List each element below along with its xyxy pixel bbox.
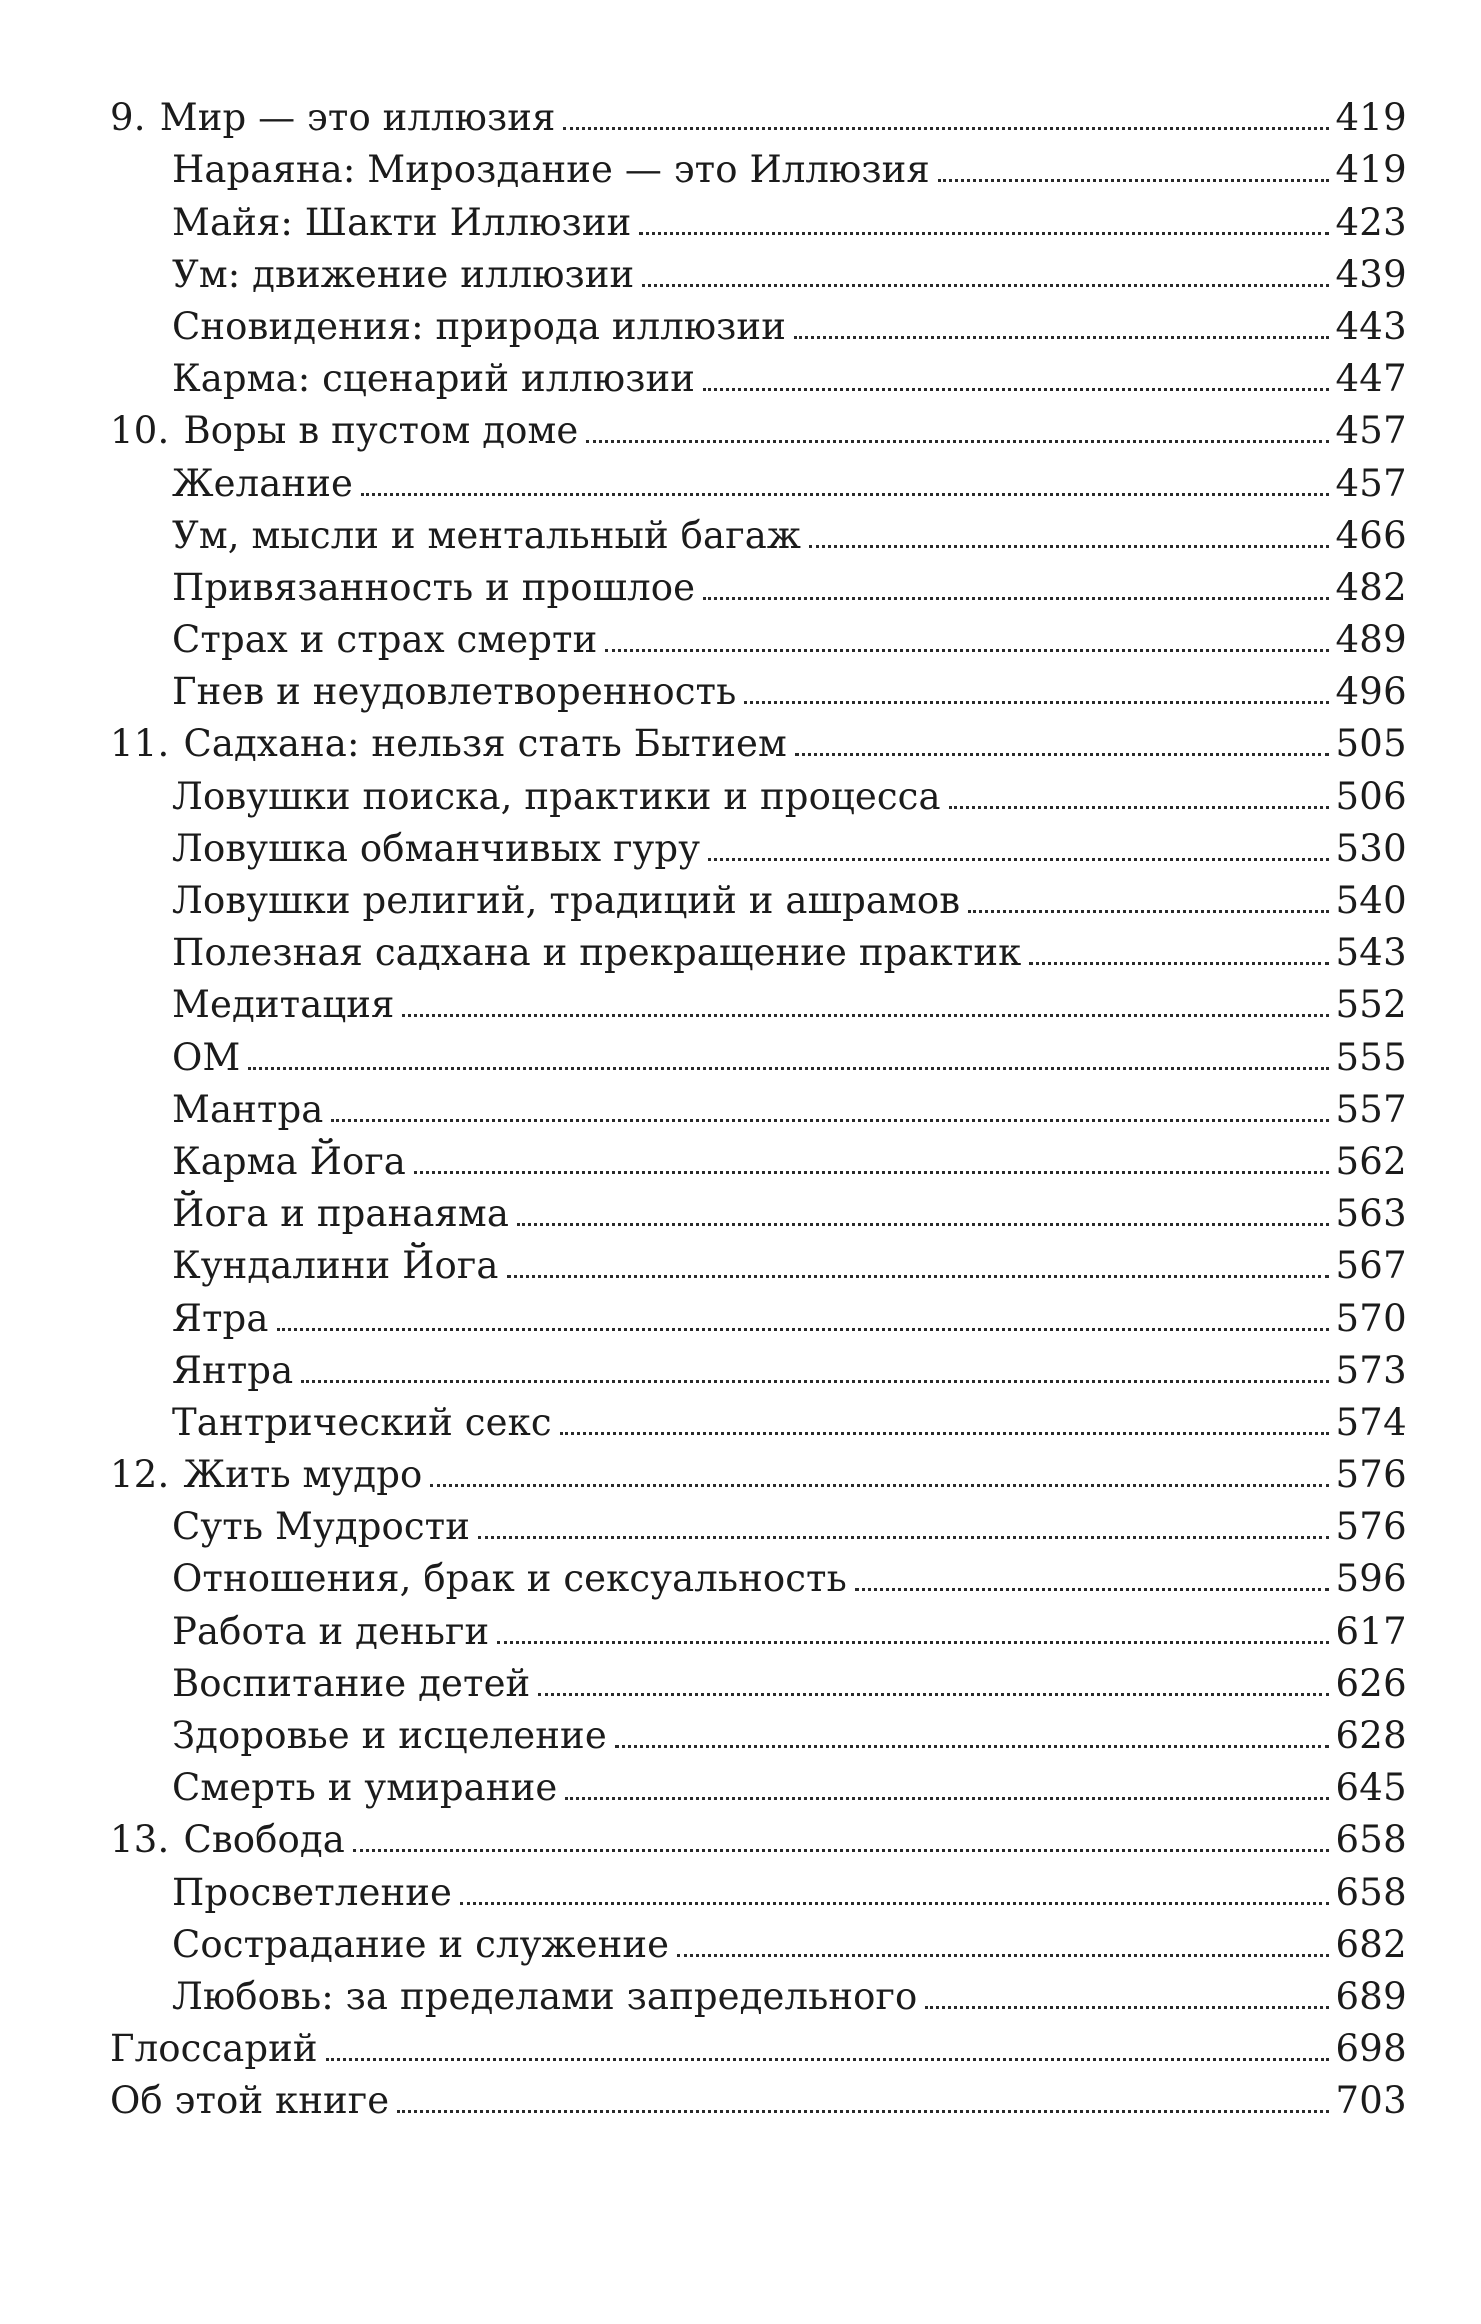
toc-page-number: 703: [1335, 2079, 1407, 2123]
toc-chapter-number: 11.: [110, 722, 170, 766]
toc-dot-leader: [353, 1814, 1330, 1866]
toc-dot-leader: [639, 197, 1329, 249]
toc-dot-leader: [563, 92, 1329, 144]
toc-page-number: 552: [1335, 983, 1407, 1027]
toc-page-number: 423: [1335, 200, 1407, 244]
toc-entry-title: Мир — это иллюзия: [159, 96, 556, 140]
toc-section-entry[interactable]: [0, 457, 1481, 509]
toc-list: [0, 92, 1481, 2127]
toc-dot-leader: [560, 1397, 1330, 1449]
toc-entry-title: Гнев и неудовлетворенность: [172, 670, 737, 714]
toc-section-entry[interactable]: [0, 510, 1481, 562]
toc-chapter-number: 9.: [110, 96, 146, 140]
toc-page-number: 466: [1335, 513, 1407, 557]
toc-entry-title: Кундалини Йога: [172, 1244, 499, 1288]
toc-dot-leader: [703, 562, 1329, 614]
toc-chapter-entry[interactable]: [0, 405, 1481, 457]
toc-dot-leader: [586, 405, 1329, 457]
toc-dot-leader: [248, 1032, 1329, 1084]
toc-section-entry[interactable]: [0, 562, 1481, 614]
toc-entry-title: Просветление: [172, 1870, 452, 1914]
toc-entry-title: Воры в пустом доме: [183, 409, 579, 453]
toc-section-entry[interactable]: [0, 1031, 1481, 1083]
toc-section-entry[interactable]: [0, 1866, 1481, 1918]
toc-page-number: 530: [1335, 826, 1407, 870]
toc-section-entry[interactable]: [0, 666, 1481, 718]
toc-entry-title: Сновидения: природа иллюзии: [172, 304, 786, 348]
toc-entry-title: Янтра: [172, 1348, 294, 1392]
toc-chapter-entry[interactable]: [0, 718, 1481, 770]
toc-entry-title: Ум: движение иллюзии: [172, 252, 635, 296]
toc-entry-title: Йога и пранаяма: [172, 1192, 509, 1236]
toc-dot-leader: [460, 1867, 1330, 1919]
toc-entry-title: Ловушки поиска, практики и процесса: [172, 774, 941, 818]
toc-dot-leader: [538, 1658, 1329, 1710]
toc-dot-leader: [331, 1084, 1329, 1136]
toc-page-number: 505: [1335, 722, 1407, 766]
toc-chapter-number: 12.: [110, 1453, 170, 1497]
toc-dot-leader: [703, 353, 1329, 405]
toc-page-number: 555: [1335, 1035, 1407, 1079]
toc-section-entry[interactable]: [0, 875, 1481, 927]
toc-section-entry[interactable]: [0, 1397, 1481, 1449]
toc-page-number: 658: [1335, 1818, 1407, 1862]
toc-dot-leader: [497, 1606, 1329, 1658]
toc-page-number: 562: [1335, 1139, 1407, 1183]
toc-entry-title: Страх и страх смерти: [172, 618, 598, 662]
toc-section-entry[interactable]: [0, 1292, 1481, 1344]
toc-dot-leader: [949, 771, 1330, 823]
toc-section-entry[interactable]: [0, 614, 1481, 666]
toc-entry-title: Садхана: нельзя стать Бытием: [183, 722, 787, 766]
toc-entry-title: Воспитание детей: [172, 1661, 531, 1705]
toc-entry-title: Глоссарий: [110, 2027, 318, 2071]
toc-section-entry[interactable]: [0, 249, 1481, 301]
toc-section-entry[interactable]: [0, 1919, 1481, 1971]
toc-entry-title: Привязанность и прошлое: [172, 565, 696, 609]
toc-page-number: 567: [1335, 1244, 1407, 1288]
toc-page-number: 573: [1335, 1348, 1407, 1392]
toc-dot-leader: [855, 1553, 1330, 1605]
toc-section-entry[interactable]: [0, 1240, 1481, 1292]
toc-dot-leader: [277, 1293, 1330, 1345]
toc-page-number: 689: [1335, 1974, 1407, 2018]
toc-chapter-entry[interactable]: [0, 1814, 1481, 1866]
toc-dot-leader: [517, 1188, 1329, 1240]
toc-entry-title: Работа и деньги: [172, 1609, 490, 1653]
toc-appendix-entry[interactable]: [0, 2023, 1481, 2075]
toc-dot-leader: [794, 301, 1330, 353]
toc-entry-title: Свобода: [183, 1818, 345, 1862]
toc-entry-title: Отношения, брак и сексуальность: [172, 1557, 847, 1601]
toc-entry-title: Желание: [172, 461, 353, 505]
toc-section-entry[interactable]: [0, 979, 1481, 1031]
toc-section-entry[interactable]: [0, 823, 1481, 875]
toc-entry-title: Мантра: [172, 1087, 324, 1131]
toc-page-number: 439: [1335, 252, 1407, 296]
toc-dot-leader: [414, 1136, 1330, 1188]
toc-dot-leader: [925, 1971, 1329, 2023]
toc-dot-leader: [642, 249, 1329, 301]
toc-section-entry[interactable]: [0, 1605, 1481, 1657]
toc-page-number: 447: [1335, 357, 1407, 401]
toc-entry-title: Ловушки религий, традиций и ашрамов: [172, 879, 961, 922]
toc-dot-leader: [478, 1501, 1329, 1553]
toc-dot-leader: [301, 1345, 1329, 1397]
toc-section-entry[interactable]: [0, 1971, 1481, 2023]
toc-entry-title: Тантрический секс: [172, 1400, 552, 1444]
toc-page-number: 496: [1335, 670, 1407, 714]
toc-dot-leader: [507, 1240, 1330, 1292]
toc-page-number: 419: [1335, 96, 1407, 140]
toc-entry-title: Ятра: [172, 1296, 269, 1340]
toc-page-number: 540: [1335, 879, 1407, 922]
toc-dot-leader: [809, 510, 1329, 562]
toc-entry-title: Суть Мудрости: [172, 1505, 471, 1549]
toc-dot-leader: [326, 2023, 1330, 2075]
toc-dot-leader: [744, 666, 1329, 718]
toc-section-entry[interactable]: [0, 353, 1481, 405]
toc-dot-leader: [361, 458, 1330, 510]
toc-section-entry[interactable]: [0, 1658, 1481, 1710]
toc-page-number: 698: [1335, 2027, 1407, 2071]
toc-page-number: 570: [1335, 1296, 1407, 1340]
toc-page-number: 443: [1335, 304, 1407, 348]
toc-entry-title: Медитация: [172, 983, 395, 1027]
toc-entry-title: Смерть и умирание: [172, 1766, 558, 1810]
toc-page-number: 682: [1335, 1922, 1407, 1966]
toc-section-entry[interactable]: [0, 1188, 1481, 1240]
toc-section-entry[interactable]: [0, 1345, 1481, 1397]
toc-entry-title: Полезная садхана и прекращение практик: [172, 931, 1022, 975]
toc-dot-leader: [1029, 927, 1329, 979]
toc-entry-title: Карма: сценарий иллюзии: [172, 357, 696, 401]
toc-section-entry[interactable]: [0, 1136, 1481, 1188]
toc-page-number: 658: [1335, 1870, 1407, 1914]
toc-chapter-number: 13.: [110, 1818, 170, 1862]
toc-dot-leader: [708, 823, 1329, 875]
toc-dot-leader: [565, 1762, 1329, 1814]
toc-entry-title: Майя: Шакти Иллюзии: [172, 200, 632, 244]
toc-section-entry[interactable]: [0, 1553, 1481, 1605]
toc-page-number: 506: [1335, 774, 1407, 818]
toc-section-entry[interactable]: [0, 1501, 1481, 1553]
toc-entry-title: Об этой книге: [110, 2079, 390, 2123]
toc-page-number: 574: [1335, 1400, 1407, 1444]
toc-page-number: 543: [1335, 931, 1407, 975]
toc-page-number: 457: [1335, 409, 1407, 453]
toc-entry-title: Нараяна: Мироздание — это Иллюзия: [172, 148, 930, 192]
toc-page-number: 419: [1335, 148, 1407, 192]
toc-page-number: 576: [1335, 1505, 1407, 1549]
toc-section-entry[interactable]: [0, 770, 1481, 822]
toc-dot-leader: [938, 144, 1330, 196]
toc-dot-leader: [677, 1919, 1329, 1971]
toc-dot-leader: [968, 875, 1329, 927]
toc-section-entry[interactable]: [0, 144, 1481, 196]
toc-chapter-entry[interactable]: [0, 1449, 1481, 1501]
toc-entry-title: ОМ: [172, 1035, 241, 1079]
toc-page-number: 482: [1335, 565, 1407, 609]
toc-page-number: 645: [1335, 1766, 1407, 1810]
toc-page-number: 576: [1335, 1453, 1407, 1497]
toc-dot-leader: [615, 1710, 1330, 1762]
toc-page-number: 557: [1335, 1087, 1407, 1131]
toc-dot-leader: [605, 614, 1329, 666]
toc-entry-title: Ум, мысли и ментальный багаж: [172, 513, 801, 557]
toc-dot-leader: [430, 1449, 1329, 1501]
toc-page-number: 563: [1335, 1192, 1407, 1236]
toc-page-number: 617: [1335, 1609, 1407, 1653]
toc-page-number: 596: [1335, 1557, 1407, 1601]
toc-entry-title: Здоровье и исцеление: [172, 1714, 607, 1757]
toc-section-entry[interactable]: [0, 1084, 1481, 1136]
toc-section-entry[interactable]: [0, 1762, 1481, 1814]
toc-section-entry[interactable]: [0, 301, 1481, 353]
toc-section-entry[interactable]: [0, 927, 1481, 979]
toc-dot-leader: [795, 718, 1330, 770]
toc-page-number: 457: [1335, 461, 1407, 505]
toc-section-entry[interactable]: [0, 1710, 1481, 1762]
toc-section-entry[interactable]: [0, 196, 1481, 248]
toc-appendix-entry[interactable]: [0, 2075, 1481, 2127]
toc-page-number: 489: [1335, 618, 1407, 662]
toc-page-number: 626: [1335, 1661, 1407, 1705]
toc-chapter-entry[interactable]: [0, 92, 1481, 144]
toc-dot-leader: [402, 979, 1329, 1031]
toc-entry-title: Любовь: за пределами запредельного: [172, 1974, 918, 2018]
toc-entry-title: Карма Йога: [172, 1139, 406, 1183]
toc-entry-title: Жить мудро: [183, 1453, 423, 1497]
toc-entry-title: Ловушка обманчивых гуру: [172, 826, 701, 870]
toc-page-number: 628: [1335, 1714, 1407, 1757]
toc-entry-title: Сострадание и служение: [172, 1922, 670, 1966]
toc-chapter-number: 10.: [110, 409, 170, 453]
toc-dot-leader: [397, 2075, 1329, 2127]
